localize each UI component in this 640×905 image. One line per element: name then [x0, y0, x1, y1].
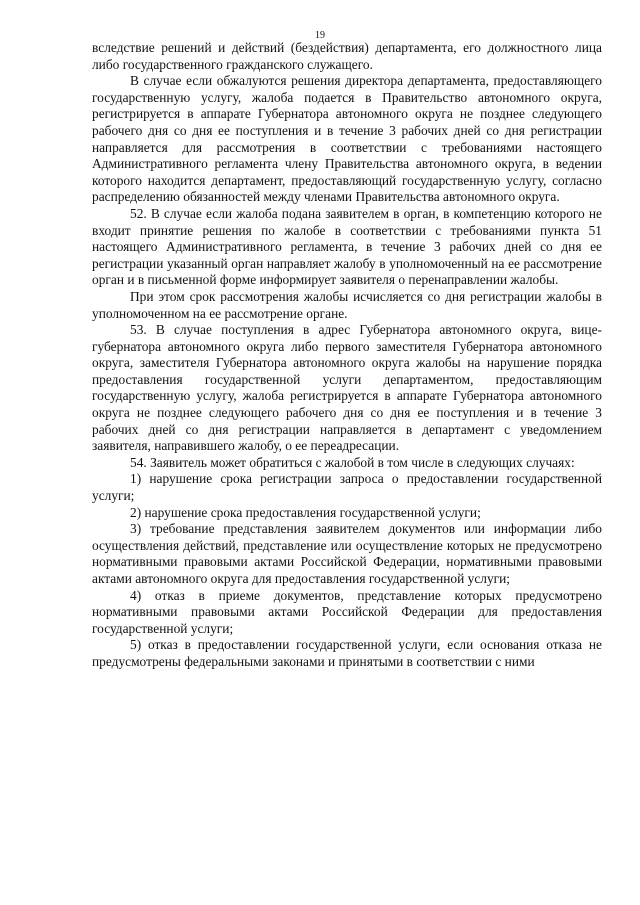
page-number: 19 — [315, 30, 325, 41]
paragraph-53: 53. В случае поступления в адрес Губернатора автономного округа, вице-губернатора автономного округа либо первого заместителя Губернатора автономного округа, заместителя Губернатора автономного округа жалобы на нарушение порядка предоставления государственной услуги департаментом, предоставляющим государственную услугу, жалоба регистрируется в аппарате Губернатора автономного округа не позднее следующего рабочего дня со дня ее поступления и в течение 3 рабочих дней со дня регистрации направляется в департамент с уведомлением заявителя, направившего жалобу, о ее переадресации. — [92, 322, 602, 454]
list-item-5: 5) отказ в предоставлении государственной услуги, если основания отказа не предусмотрены федеральными законами и принятыми в соответствии с ними — [92, 637, 602, 669]
list-item-3: 3) требование представления заявителем документов или информации либо осуществления действий, представление или осуществление которых не предусмотрено нормативными правовыми актами Российской Федерации, нормативными правовыми актами автономного округа для предоставления государственной услуги; — [92, 521, 602, 586]
paragraph-director-appeal: В случае если обжалуются решения директора департамента, предоставляющего государственную услугу, жалоба подается в Правительство автономного округа, регистрируется в аппарате Губернатора автономного округа не позднее следующего рабочего дня со дня ее поступления и в течение 3 рабочих дней со дня регистрации направляется для рассмотрения в соответствии с требованиями настоящего Административного регламента члену Правительства автономного округа, в ведении которого находится департамент, предоставляющий государственную услугу, согласно распределению обязанностей между членами Правительства автономного округа. — [92, 73, 602, 205]
list-item-2: 2) нарушение срока предоставления государственной услуги; — [130, 504, 481, 520]
paragraph-54: 54. Заявитель может обратиться с жалобой в том числе в следующих случаях: — [130, 454, 575, 470]
list-item-1: 1) нарушение срока регистрации запроса о предоставлении государственной услуги; — [92, 471, 602, 504]
document-body — [92, 40, 602, 671]
list-item-4: 4) отказ в приеме документов, представление которых предусмотрено нормативными правовыми актами Российской Федерации для предоставления государственной услуги; — [92, 587, 602, 636]
paragraph-review-term: При этом срок рассмотрения жалобы исчисляется со дня регистрации жалобы в уполномоченном на ее рассмотрение органе. — [92, 288, 602, 321]
paragraph-52: 52. В случае если жалоба подана заявителем в орган, в компетенцию которого не входит принятие решения по жалобе в соответствии с требованиями пункта 51 настоящего Административного регламента, в течение 3 рабочих дней со дня ее регистрации указанный орган направляет жалобу в уполномоченный на ее рассмотрение орган и в письменной форме информирует заявителя о перенаправлении жалобы. — [92, 205, 602, 288]
paragraph-continuation: вследствие решений и действий (бездействия) департамента, его должностного лица либо государственного гражданского служащего. — [92, 40, 602, 72]
